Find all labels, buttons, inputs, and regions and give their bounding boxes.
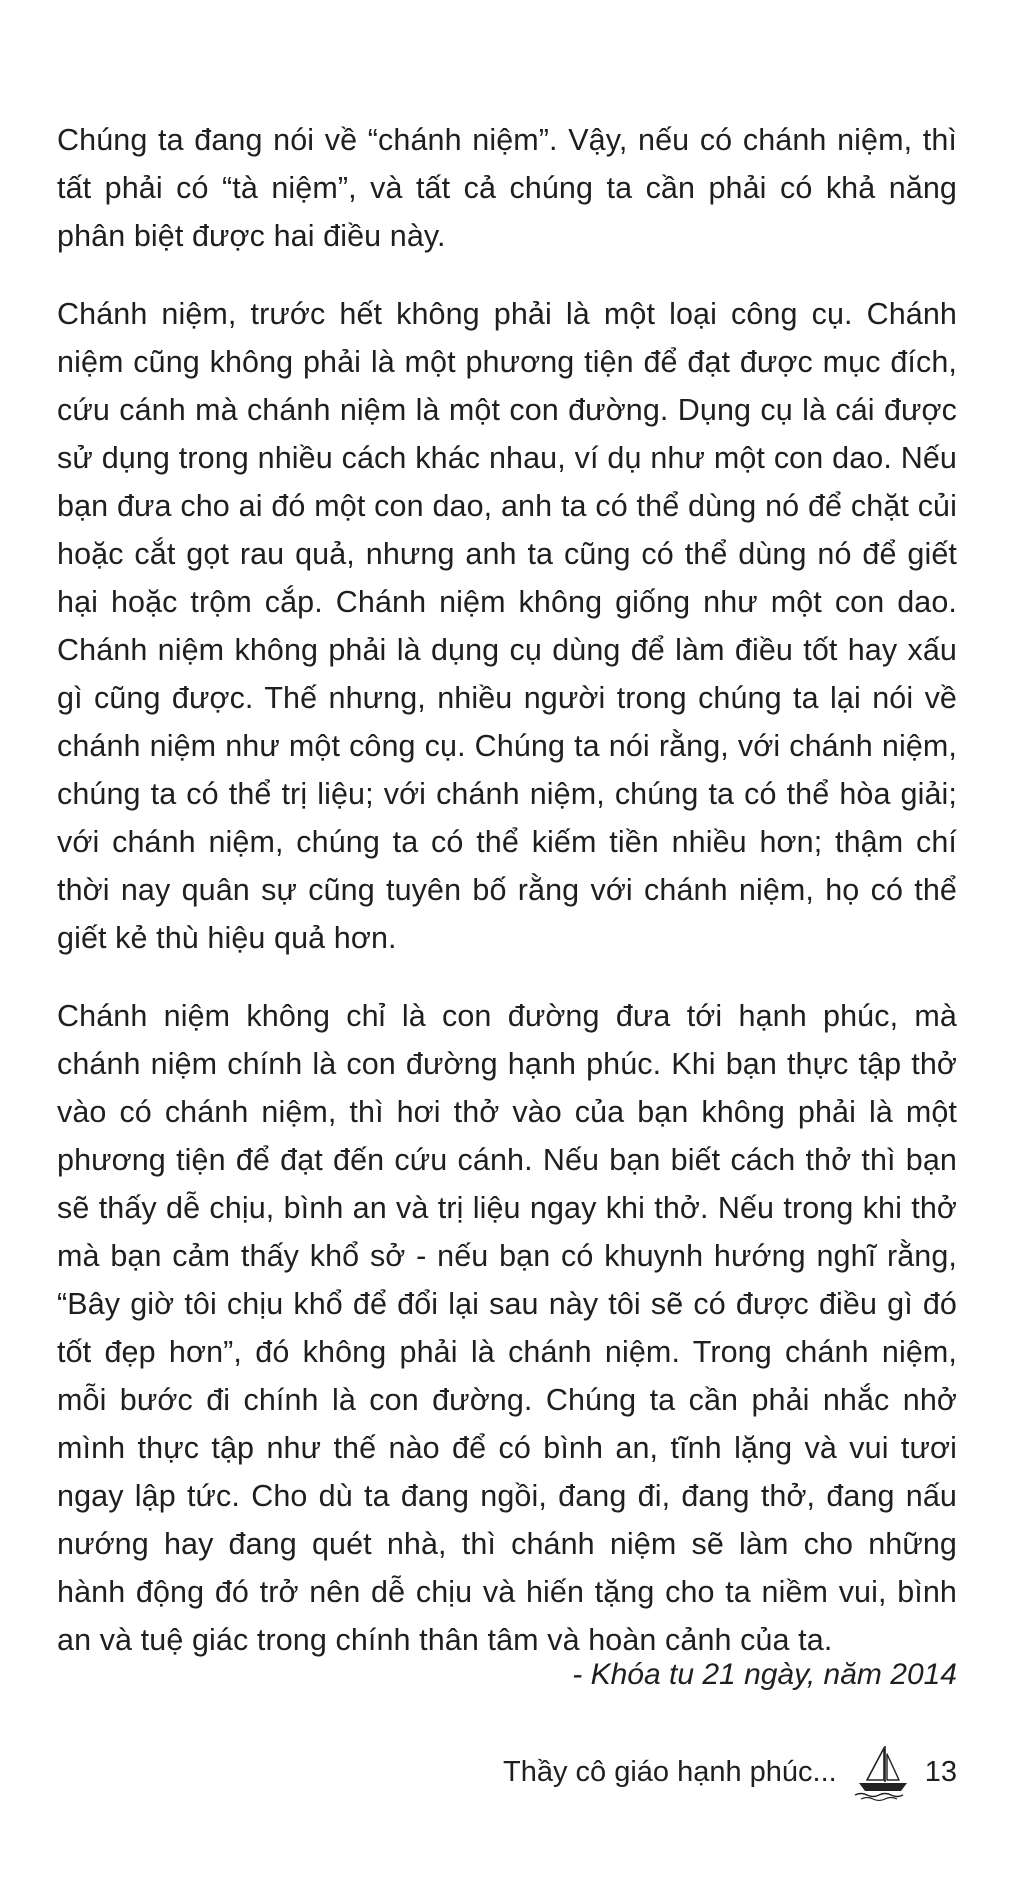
body-text: [57, 116, 957, 1694]
paragraph-1: Chúng ta đang nói về “chánh niệm”. Vậy, nếu có chánh niệm, thì tất phải có “tà niệm”, và tất cả chúng ta cần phải có khả năng phân biệt được hai điều này.: [57, 123, 957, 253]
paragraph-2: Chánh niệm, trước hết không phải là một loại công cụ. Chánh niệm cũng không phải là một phương tiện để đạt được mục đích, cứu cánh mà chánh niệm là một con đường. Dụng cụ là cái được sử dụng trong nhiều cách khác nhau, ví dụ như một con dao. Nếu bạn đưa cho ai đó một con dao, anh ta có thể dùng nó để chặt củi hoặc cắt gọt rau quả, nhưng anh ta cũng có thể dùng nó để giết hại hoặc trộm cắp. Chánh niệm không giống như một con dao. Chánh niệm không phải là dụng cụ dùng để làm điều tốt hay xấu gì cũng được. Thế nhưng, nhiều người trong chúng ta lại nói về chánh niệm như một công cụ. Chúng ta nói rằng, với chánh niệm, chúng ta có thể trị liệu; với chánh niệm, chúng ta có thể hòa giải; với chánh niệm, chúng ta có thể kiếm tiền nhiều hơn; thậm chí thời nay quân sự cũng tuyên bố rằng với chánh niệm, họ có thể giết kẻ thù hiệu quả hơn.: [57, 297, 957, 955]
page-number: 13: [924, 1756, 957, 1788]
sailboat-icon: [849, 1742, 913, 1802]
paragraph-3: Chánh niệm không chỉ là con đường đưa tới hạnh phúc, mà chánh niệm chính là con đường hạnh phúc. Khi bạn thực tập thở vào có chánh niệm, thì hơi thở vào của bạn không phải là một phương tiện để đạt đến cứu cánh. Nếu bạn biết cách thở thì bạn sẽ thấy dễ chịu, bình an và trị liệu ngay khi thở. Nếu trong khi thở mà bạn cảm thấy khổ sở - nếu bạn có khuynh hướng nghĩ rằng, “Bây giờ tôi chịu khổ để đổi lại sau này tôi sẽ có được điều gì đó tốt đẹp hơn”, đó không phải là chánh niệm. Trong chánh niệm, mỗi bước đi chính là con đường. Chúng ta cần phải nhắc nhở mình thực tập như thế nào để có bình an, tĩnh lặng và vui tươi ngay lập tức. Cho dù ta đang ngồi, đang đi, đang thở, đang nấu nướng hay đang quét nhà, thì chánh niệm sẽ làm cho những hành động đó trở nên dễ chịu và hiến tặng cho ta niềm vui, bình an và tuệ giác trong chính thân tâm và hoàn cảnh của ta.: [57, 999, 957, 1657]
page-footer: [503, 1742, 957, 1802]
book-title: Thầy cô giáo hạnh phúc...: [503, 1756, 837, 1788]
source-citation: - Khóa tu 21 ngày, năm 2014: [572, 1658, 957, 1691]
